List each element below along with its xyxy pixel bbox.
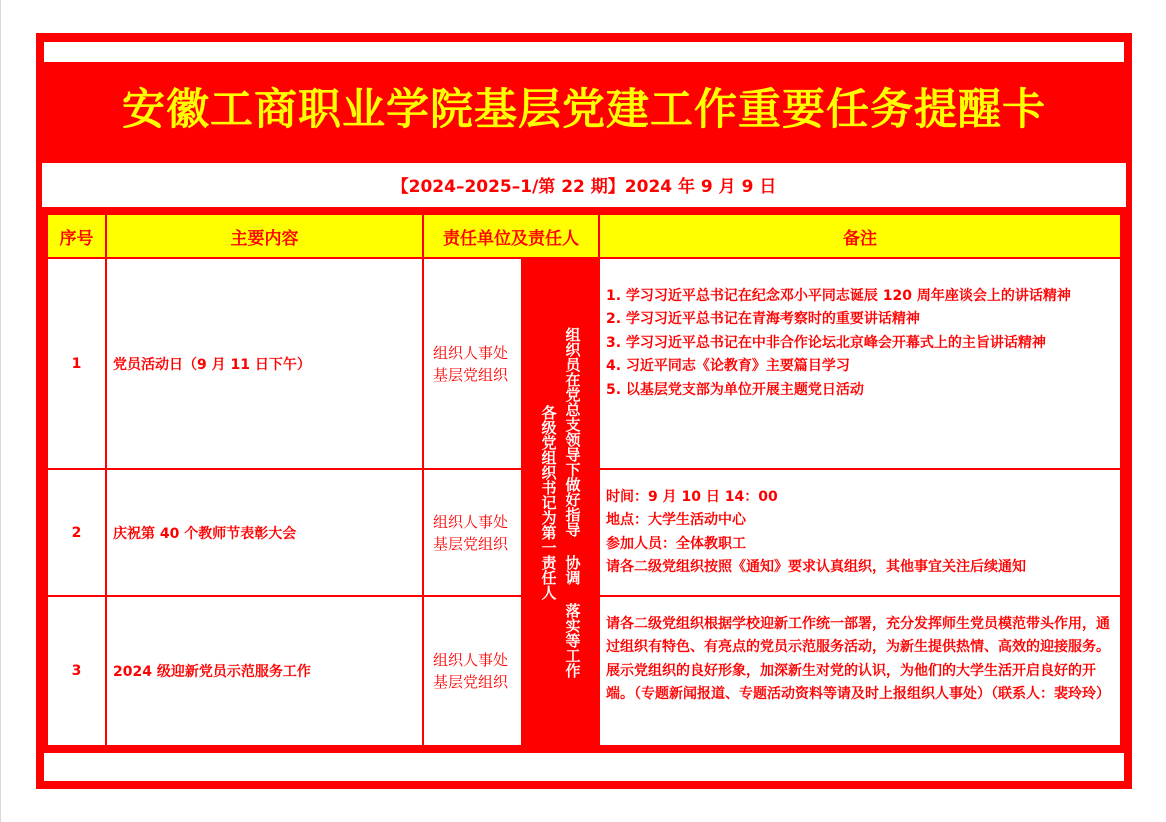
row3-no: 3	[48, 597, 105, 745]
row2-note-3: 参加人员：全体教职工	[606, 535, 746, 552]
row2-note-1: 时间：9 月 10 日 14：00	[606, 489, 778, 505]
row3-content	[107, 597, 422, 745]
row3-unit	[424, 597, 521, 745]
row3-notes	[600, 597, 1120, 745]
top-white-strip	[44, 42, 1124, 62]
issue-date-line: 【2024–2025–1/第 22 期】2024 年 9 月 9 日	[42, 163, 1126, 207]
row3-note-paragraph: 请各二级党组织根据学校迎新工作统一部署，充分发挥师生党员模范带头作用，通过组织有特色、有亮点的党员示范服务活动，为新生提供热情、高效的迎接服务。展示党组织的良好形象，加深新生对党的认识，为他们的大学生活开启良好的开端。（专题新闻报道、专题活动资料等请及时上报组织人事处）（联系人：裴玲玲）	[606, 616, 1110, 703]
row2-notes	[600, 470, 1120, 595]
responsibility-vertical-note	[523, 259, 598, 745]
card-title: 安徽工商职业学院基层党建工作重要任务提醒卡	[122, 85, 1046, 135]
vertical-note-organizer: 组织员在党总支领导下做好指导 协调 落实等工作	[563, 326, 582, 678]
vertical-note-secretary: 各级党组织书记为第一责任人	[539, 404, 558, 600]
row2-no: 2	[48, 470, 105, 595]
row2-note-2: 地点：大学生活动中心	[606, 512, 746, 529]
row1-note-1: 1. 学习习近平总书记在纪念邓小平同志诞辰 120 周年座谈会上的讲话精神	[606, 288, 1071, 304]
row1-content-text: 党员活动日（9 月 11 日下午）	[113, 356, 311, 373]
row2-note-4: 请各二级党组织按照《通知》要求认真组织，其他事宜关注后续通知	[606, 559, 1026, 576]
col-header-content: 主要内容	[107, 215, 422, 257]
bottom-white-strip	[44, 753, 1124, 781]
task-table	[48, 215, 1120, 745]
col-header-unit: 责任单位及责任人	[424, 215, 598, 257]
row1-note-2: 2. 学习习近平总书记在青海考察时的重要讲话精神	[606, 311, 920, 328]
row1-note-3: 3. 学习习近平总书记在中非合作论坛北京峰会开幕式上的主旨讲话精神	[606, 334, 1046, 351]
page-edge	[0, 0, 1, 822]
col-header-no: 序号	[48, 215, 105, 257]
reminder-card	[36, 33, 1132, 789]
row1-note-5: 5. 以基层党支部为单位开展主题党日活动	[606, 381, 864, 398]
row3-unit-line1: 组织人事处	[433, 651, 509, 669]
row1-content	[107, 259, 422, 468]
row2-unit	[424, 470, 521, 595]
col-header-notes: 备注	[600, 215, 1120, 257]
row2-content-text: 庆祝第 40 个教师节表彰大会	[113, 525, 297, 542]
row2-content	[107, 470, 422, 595]
row1-unit	[424, 259, 521, 468]
row1-note-4: 4. 习近平同志《论教育》主要篇目学习	[606, 358, 850, 375]
row3-content-text: 2024 级迎新党员示范服务工作	[113, 664, 311, 680]
row2-unit-line2: 基层党组织	[433, 534, 509, 553]
row1-no: 1	[48, 259, 105, 468]
row3-unit-line2: 基层党组织	[433, 673, 509, 691]
row1-notes	[600, 259, 1120, 468]
row1-unit-line1: 组织人事处	[433, 343, 509, 362]
row1-unit-line2: 基层党组织	[433, 365, 509, 384]
row2-unit-line1: 组织人事处	[433, 512, 509, 531]
